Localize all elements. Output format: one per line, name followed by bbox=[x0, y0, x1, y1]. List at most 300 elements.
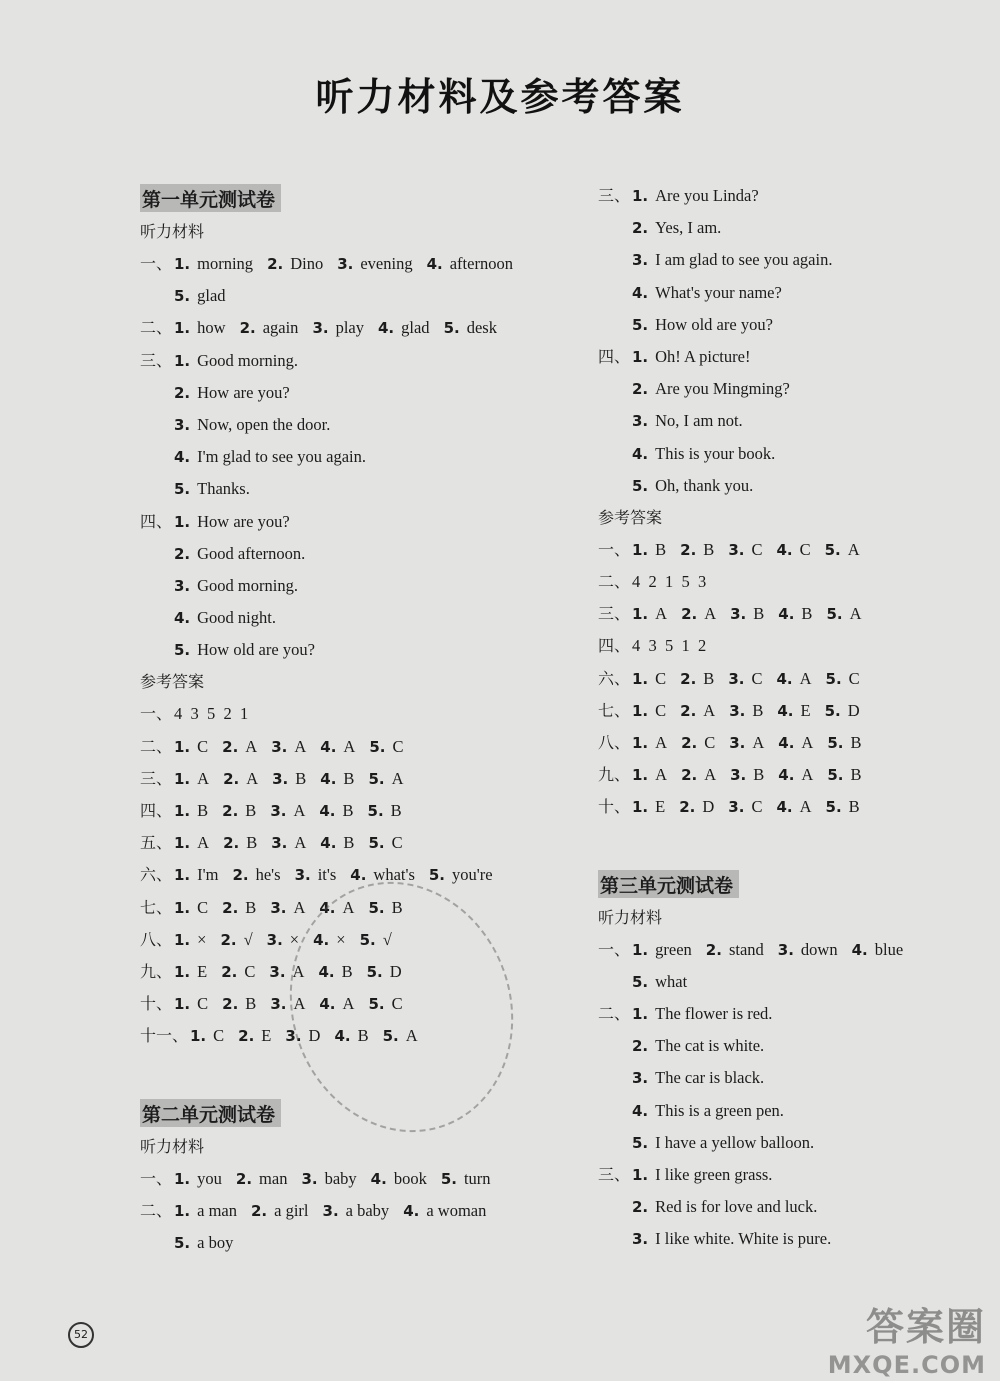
item-number: 3. bbox=[270, 802, 287, 820]
answer-item bbox=[174, 345, 298, 377]
answer-items bbox=[174, 506, 304, 538]
answer-items bbox=[632, 341, 764, 373]
item-text: A bbox=[799, 668, 812, 688]
item-number: 2. bbox=[681, 734, 698, 752]
answer-row bbox=[140, 731, 560, 763]
answer-item bbox=[174, 827, 209, 859]
item-number: 2. bbox=[632, 380, 649, 399]
answer-row bbox=[140, 570, 560, 602]
item-text: × bbox=[336, 929, 346, 949]
answer-item bbox=[706, 934, 764, 966]
row-indent bbox=[598, 1223, 632, 1255]
item-text: a girl bbox=[274, 1200, 309, 1220]
question-number: 一、 bbox=[140, 1168, 173, 1188]
answer-item bbox=[174, 312, 226, 344]
answer-item bbox=[632, 791, 665, 823]
item-number: 3. bbox=[272, 769, 289, 788]
item-text: a boy bbox=[197, 1232, 234, 1252]
item-number: 3. bbox=[728, 798, 745, 817]
item-text: A bbox=[391, 768, 404, 788]
item-number: 2. bbox=[632, 1198, 649, 1217]
answer-row bbox=[140, 763, 560, 795]
answer-items bbox=[632, 534, 874, 566]
answer-item bbox=[632, 966, 687, 998]
answer-item bbox=[267, 924, 299, 956]
item-number: 5. bbox=[366, 962, 383, 981]
item-text: Are you Linda? bbox=[655, 186, 759, 205]
answer-items bbox=[632, 277, 796, 309]
item-number: 4. bbox=[632, 444, 649, 463]
item-text: it's bbox=[317, 865, 337, 885]
answer-item bbox=[826, 663, 860, 695]
item-number: 1. bbox=[174, 995, 191, 1014]
answer-items bbox=[632, 212, 735, 244]
question-number: 四、 bbox=[140, 801, 173, 820]
item-text: you're bbox=[452, 865, 493, 885]
answer-item bbox=[174, 280, 226, 312]
answer-row bbox=[140, 1227, 560, 1259]
item-number: 2. bbox=[222, 898, 239, 917]
item-text: A bbox=[704, 765, 717, 785]
answer-item bbox=[320, 763, 354, 795]
answer-item bbox=[632, 1159, 772, 1191]
item-text: D bbox=[308, 1026, 321, 1046]
item-text: play bbox=[335, 318, 364, 338]
question-number: 二、 bbox=[140, 736, 173, 756]
row-indent bbox=[598, 1191, 632, 1223]
item-number: 1. bbox=[632, 540, 649, 559]
item-number: 1. bbox=[632, 347, 649, 366]
item-text: I am glad to see you again. bbox=[655, 250, 833, 270]
answer-item bbox=[378, 312, 430, 344]
item-number: 5. bbox=[368, 769, 385, 788]
answer-item bbox=[301, 1163, 356, 1195]
answer-row bbox=[140, 602, 560, 634]
answer-row bbox=[598, 1095, 988, 1127]
question-number: 三、 bbox=[598, 604, 631, 624]
answer-row bbox=[140, 409, 560, 441]
item-number: 5. bbox=[174, 287, 191, 306]
item-number: 3. bbox=[632, 251, 649, 270]
item-number: 3. bbox=[271, 737, 288, 756]
item-text: A bbox=[849, 604, 862, 624]
item-number: 4. bbox=[319, 995, 336, 1014]
item-text: B bbox=[848, 797, 860, 817]
answer-item bbox=[174, 731, 208, 763]
item-text: This is your book. bbox=[655, 443, 776, 463]
item-text: C bbox=[751, 539, 763, 559]
answer-item bbox=[174, 538, 305, 570]
item-number: 3. bbox=[729, 701, 746, 720]
item-number: 2. bbox=[235, 1169, 253, 1188]
answer-items bbox=[632, 1030, 778, 1062]
item-text: baby bbox=[324, 1168, 357, 1188]
item-number: 3. bbox=[337, 255, 354, 273]
item-text: B bbox=[752, 700, 764, 720]
item-number: 3. bbox=[270, 898, 287, 917]
item-text: glad bbox=[401, 318, 430, 338]
answer-item bbox=[632, 1191, 817, 1223]
item-text: I like green grass. bbox=[655, 1164, 773, 1184]
answer-item bbox=[632, 534, 666, 566]
answer-item bbox=[223, 827, 257, 859]
answer-row bbox=[140, 859, 560, 891]
answer-items bbox=[174, 1195, 500, 1227]
answer-item bbox=[232, 859, 280, 891]
item-text: B bbox=[343, 768, 355, 788]
item-text: A bbox=[801, 733, 814, 752]
subsection-title: 听力材料 bbox=[140, 1136, 205, 1156]
answer-item bbox=[632, 998, 772, 1030]
answer-row bbox=[598, 695, 988, 727]
item-text: B bbox=[753, 765, 765, 785]
item-number: 4. bbox=[350, 866, 367, 885]
item-number: 2. bbox=[223, 769, 240, 788]
answer-item bbox=[174, 570, 298, 602]
answer-item bbox=[174, 763, 209, 795]
item-number: 3. bbox=[730, 605, 747, 624]
item-text: C bbox=[197, 736, 209, 756]
answer-item bbox=[728, 791, 762, 823]
item-number: 3. bbox=[729, 734, 746, 752]
item-text: C bbox=[751, 668, 763, 688]
item-number: 2. bbox=[632, 219, 649, 238]
answer-item bbox=[728, 534, 762, 566]
answer-row bbox=[140, 377, 560, 409]
answer-item bbox=[337, 248, 412, 280]
item-number: 1. bbox=[632, 734, 649, 752]
watermark-url: MXQE.COM bbox=[827, 1351, 986, 1379]
item-number: 3. bbox=[777, 940, 794, 959]
row-indent bbox=[598, 405, 632, 437]
answer-item bbox=[222, 892, 256, 924]
answer-row bbox=[598, 1191, 988, 1223]
item-number: 2. bbox=[705, 940, 722, 959]
item-text: B bbox=[343, 833, 355, 853]
item-text: B bbox=[703, 668, 715, 688]
item-number: 1. bbox=[174, 898, 191, 917]
item-text: afternoon bbox=[449, 254, 513, 273]
answer-item bbox=[632, 341, 750, 373]
item-text: B bbox=[850, 765, 862, 785]
item-number: 5. bbox=[632, 972, 649, 991]
question-number: 八、 bbox=[598, 733, 631, 752]
answer-row bbox=[598, 405, 988, 437]
answer-item bbox=[429, 859, 493, 891]
row-indent bbox=[140, 538, 174, 570]
item-number: 5. bbox=[368, 834, 385, 853]
answer-row bbox=[598, 1127, 988, 1159]
item-text: 4 3 5 2 1 bbox=[174, 704, 249, 724]
section-title: 第二单元测试卷 bbox=[140, 1099, 281, 1127]
answer-item bbox=[174, 602, 276, 634]
answer-items bbox=[174, 1163, 505, 1195]
item-text: How are you? bbox=[197, 382, 290, 402]
item-number: 1. bbox=[632, 766, 649, 785]
item-text: A bbox=[245, 736, 258, 756]
answer-item bbox=[778, 934, 838, 966]
item-text: A bbox=[197, 833, 210, 853]
item-text: How old are you? bbox=[655, 314, 773, 334]
item-text: A bbox=[655, 765, 668, 785]
item-number: 3. bbox=[301, 1169, 318, 1188]
item-number: 3. bbox=[294, 866, 311, 885]
item-text: B bbox=[703, 539, 715, 559]
answer-row bbox=[140, 795, 560, 827]
answer-item bbox=[240, 312, 299, 344]
row-indent bbox=[140, 409, 174, 441]
answer-row bbox=[598, 438, 988, 470]
item-number: 2. bbox=[174, 544, 191, 563]
question-number: 二、 bbox=[598, 572, 631, 592]
item-text: This is a green pen. bbox=[655, 1100, 784, 1120]
item-text: Good afternoon. bbox=[197, 543, 306, 563]
subsection-title: 听力材料 bbox=[598, 907, 663, 927]
item-text: C bbox=[197, 994, 209, 1014]
item-number: 3. bbox=[632, 1069, 649, 1088]
answer-items bbox=[174, 312, 511, 344]
item-number: 1. bbox=[174, 319, 191, 338]
answer-item bbox=[729, 727, 764, 759]
answer-item bbox=[444, 312, 497, 344]
answer-items bbox=[174, 538, 319, 570]
answer-row bbox=[140, 634, 560, 666]
section-header bbox=[140, 184, 560, 212]
answer-items bbox=[632, 630, 720, 662]
item-text: I'm glad to see you again. bbox=[197, 447, 366, 467]
item-number: 1. bbox=[632, 605, 649, 624]
item-number: 2. bbox=[222, 802, 239, 820]
item-number: 1. bbox=[174, 1169, 191, 1188]
item-text: A bbox=[294, 833, 307, 853]
answer-item bbox=[238, 1020, 271, 1052]
row-indent bbox=[598, 309, 632, 341]
answer-items bbox=[632, 470, 767, 502]
answer-item bbox=[680, 663, 714, 695]
row-indent bbox=[598, 1030, 632, 1062]
item-number: 5. bbox=[174, 480, 191, 499]
answer-row bbox=[598, 1030, 988, 1062]
item-text: B bbox=[245, 994, 257, 1014]
answer-row bbox=[598, 244, 988, 276]
answer-item bbox=[190, 1020, 224, 1052]
item-number: 5. bbox=[368, 898, 385, 917]
item-text: × bbox=[289, 929, 300, 949]
row-indent bbox=[598, 277, 632, 309]
item-number: 5. bbox=[825, 798, 842, 817]
answer-item bbox=[371, 1163, 427, 1195]
answer-row bbox=[140, 1195, 560, 1227]
answer-item bbox=[368, 795, 402, 827]
answer-row bbox=[140, 473, 560, 505]
question-number: 八、 bbox=[140, 929, 173, 949]
item-text: E bbox=[800, 700, 811, 720]
answer-items bbox=[174, 859, 507, 891]
item-number: 2. bbox=[220, 930, 237, 949]
answer-row bbox=[140, 312, 560, 344]
answer-items bbox=[632, 695, 874, 727]
item-text: What's your name? bbox=[655, 282, 782, 302]
answer-row bbox=[598, 791, 988, 823]
answer-item bbox=[632, 438, 775, 470]
item-text: B bbox=[342, 801, 354, 820]
item-text: C bbox=[848, 668, 860, 688]
question-number: 一、 bbox=[598, 539, 631, 559]
question-number: 三、 bbox=[598, 1164, 631, 1184]
item-number: 5. bbox=[824, 701, 841, 720]
answer-items bbox=[174, 345, 312, 377]
row-indent bbox=[598, 438, 632, 470]
answer-items bbox=[632, 1191, 831, 1223]
item-text: C bbox=[799, 539, 811, 559]
answer-item bbox=[174, 698, 248, 730]
item-text: A bbox=[801, 765, 814, 785]
answer-item bbox=[174, 988, 208, 1020]
item-text: E bbox=[197, 961, 208, 981]
item-text: Yes, I am. bbox=[655, 218, 722, 238]
row-indent bbox=[140, 570, 174, 602]
item-number: 1. bbox=[174, 834, 191, 853]
answer-row bbox=[598, 212, 988, 244]
item-text: C bbox=[197, 897, 209, 917]
item-number: 4. bbox=[370, 1169, 387, 1188]
answer-item bbox=[319, 795, 353, 827]
section-title: 第一单元测试卷 bbox=[140, 184, 281, 212]
item-text: A bbox=[703, 700, 716, 720]
item-text: √ bbox=[382, 929, 392, 949]
item-number: 2. bbox=[174, 383, 191, 402]
item-text: he's bbox=[255, 865, 281, 885]
answer-items bbox=[174, 731, 418, 763]
item-text: 4 3 5 1 2 bbox=[632, 636, 707, 656]
answer-item bbox=[632, 759, 667, 791]
item-text: B bbox=[245, 897, 257, 917]
item-number: 2. bbox=[239, 319, 256, 338]
item-text: C bbox=[391, 833, 403, 853]
answer-items bbox=[174, 409, 344, 441]
answer-item bbox=[679, 791, 714, 823]
answer-item bbox=[222, 795, 256, 827]
answer-items bbox=[632, 791, 874, 823]
answer-item bbox=[174, 248, 253, 280]
question-number: 四、 bbox=[598, 636, 631, 656]
item-number: 2. bbox=[680, 540, 697, 559]
item-number: 4. bbox=[319, 802, 336, 820]
item-text: how bbox=[197, 318, 226, 338]
item-number: 5. bbox=[632, 315, 649, 334]
answer-item bbox=[728, 663, 762, 695]
answer-items bbox=[632, 759, 876, 791]
answer-item bbox=[632, 727, 667, 759]
item-number: 1. bbox=[632, 669, 649, 688]
item-number: 5. bbox=[440, 1169, 457, 1188]
answer-item bbox=[368, 827, 402, 859]
answer-row bbox=[598, 1062, 988, 1094]
item-text: B bbox=[357, 1026, 369, 1046]
item-text: morning bbox=[197, 254, 254, 273]
item-text: green bbox=[655, 939, 692, 959]
item-number: 4. bbox=[174, 609, 191, 628]
answer-row bbox=[598, 534, 988, 566]
answer-items bbox=[632, 998, 786, 1030]
item-text: √ bbox=[243, 929, 253, 949]
item-number: 4. bbox=[776, 540, 793, 559]
item-number: 2. bbox=[222, 737, 239, 756]
answer-items bbox=[632, 1159, 786, 1191]
answer-item bbox=[174, 795, 208, 827]
item-text: C bbox=[392, 736, 404, 756]
answer-item bbox=[403, 1195, 486, 1227]
item-text: Oh! A picture! bbox=[655, 346, 751, 366]
row-indent bbox=[140, 473, 174, 505]
subsection-title: 参考答案 bbox=[598, 507, 663, 527]
item-text: A bbox=[292, 961, 305, 981]
item-text: A bbox=[655, 733, 668, 752]
answer-row bbox=[598, 373, 988, 405]
answer-row bbox=[140, 345, 560, 377]
item-number: 4. bbox=[632, 1101, 649, 1120]
item-text: Thanks. bbox=[197, 479, 250, 499]
item-number: 4. bbox=[776, 798, 793, 817]
question-number: 十、 bbox=[598, 797, 631, 817]
answer-item bbox=[852, 934, 904, 966]
item-text: A bbox=[343, 736, 356, 756]
item-text: turn bbox=[463, 1168, 491, 1188]
answer-item bbox=[632, 663, 666, 695]
answer-item bbox=[777, 695, 810, 727]
item-text: A bbox=[752, 733, 765, 752]
answer-items bbox=[174, 280, 240, 312]
item-text: Oh, thank you. bbox=[655, 475, 754, 495]
answer-item bbox=[632, 695, 666, 727]
answer-item bbox=[368, 763, 403, 795]
item-number: 5. bbox=[359, 930, 376, 949]
answer-items bbox=[174, 441, 380, 473]
item-number: 4. bbox=[313, 930, 330, 949]
item-number: 5. bbox=[824, 540, 841, 559]
item-number: 4. bbox=[403, 1201, 420, 1220]
question-number: 三、 bbox=[140, 350, 173, 370]
answer-item bbox=[270, 892, 305, 924]
question-number: 一、 bbox=[598, 939, 631, 959]
answer-item bbox=[729, 695, 763, 727]
row-indent bbox=[598, 1095, 632, 1127]
item-text: How old are you? bbox=[197, 640, 315, 660]
item-number: 5. bbox=[443, 319, 460, 338]
item-text: down bbox=[800, 939, 838, 959]
answer-items bbox=[632, 1127, 828, 1159]
answer-item bbox=[826, 791, 860, 823]
answer-row bbox=[598, 180, 988, 212]
item-number: 4. bbox=[632, 283, 649, 302]
item-text: A bbox=[246, 768, 259, 788]
answer-items bbox=[632, 405, 757, 437]
item-number: 1. bbox=[174, 737, 191, 756]
question-number: 二、 bbox=[140, 318, 173, 338]
answer-item bbox=[632, 1062, 764, 1094]
item-number: 2. bbox=[680, 669, 697, 688]
item-number: 1. bbox=[174, 255, 191, 273]
page-number: 52 bbox=[68, 1322, 94, 1348]
row-indent bbox=[140, 441, 174, 473]
item-text: man bbox=[259, 1168, 288, 1188]
answer-item bbox=[681, 727, 715, 759]
item-number: 5. bbox=[428, 866, 446, 885]
item-number: 3. bbox=[266, 930, 283, 949]
answer-row bbox=[598, 630, 988, 662]
item-text: Good morning. bbox=[197, 575, 298, 595]
answer-item bbox=[295, 859, 337, 891]
